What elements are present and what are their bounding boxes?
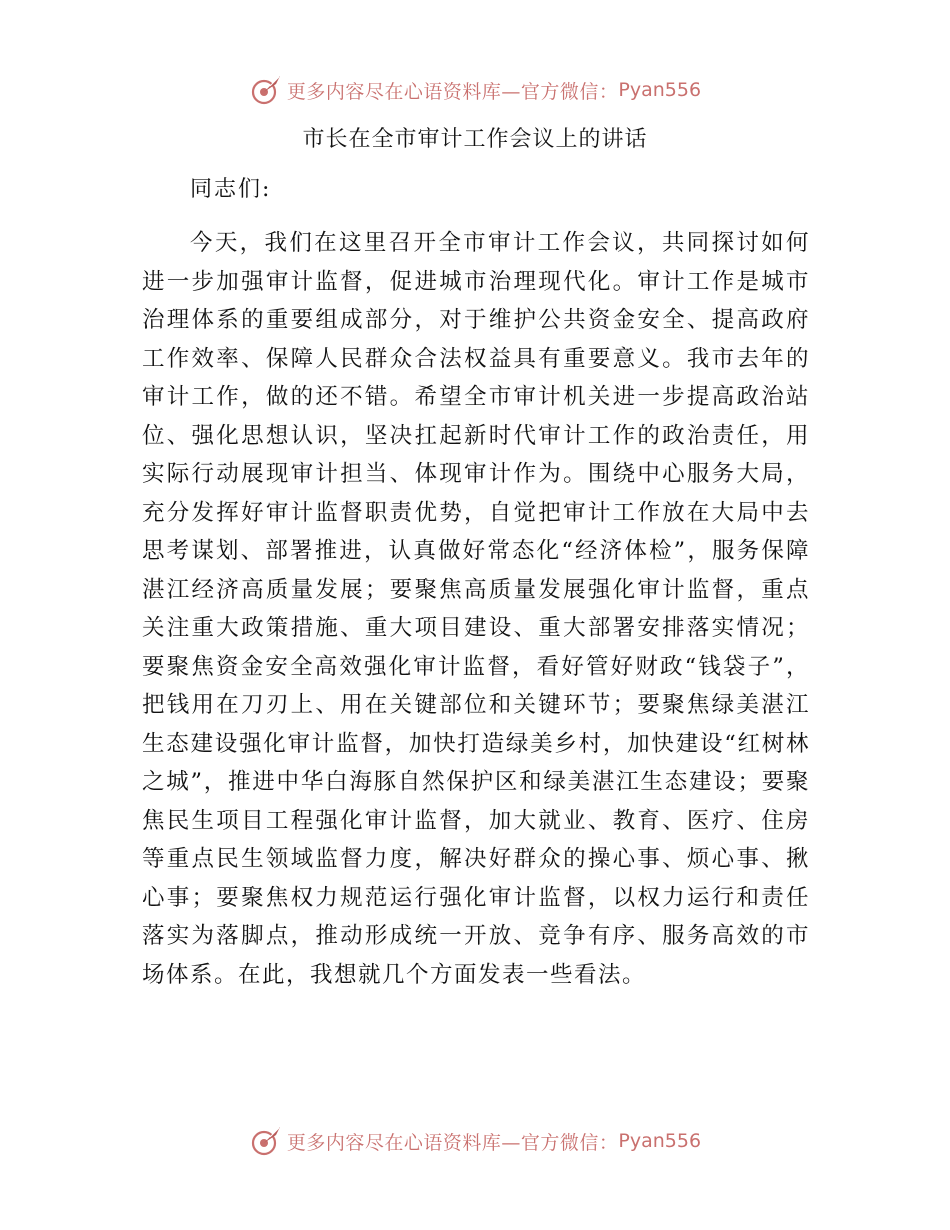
- header-watermark: [0, 70, 950, 110]
- document-title: 市长在全市审计工作会议上的讲话: [302, 127, 648, 152]
- quill-logo-icon: [249, 1124, 283, 1158]
- watermark-wechat-id: Pyan556: [618, 79, 702, 101]
- quill-logo-icon: [249, 73, 283, 107]
- watermark-wechat-id: Pyan556: [618, 1130, 702, 1152]
- body-paragraph: 今天，我们在这里召开全市审计工作会议，共同探讨如何进一步加强审计监督，促进城市治理现代化。审计工作是城市治理体系的重要组成部分，对于维护公共资金安全、提高政府工作效率、保障人民群众合法权益具有重要意义。我市去年的审计工作，做的还不错。希望全市审计机关进一步提高政治站位、强化思想认识，坚决扛起新时代审计工作的政治责任，用实际行动展现审计担当、体现审计作为。围绕中心服务大局，充分发挥好审计监督职责优势，自觉把审计工作放在大局中去思考谋划、部署推进，认真做好常态化“经济体检”，服务保障湛江经济高质量发展；要聚焦高质量发展强化审计监督，重点关注重大政策措施、重大项目建设、重大部署安排落实情况；要聚焦资金安全高效强化审计监督，看好管好财政“钱袋子”，把钱用在刀刃上、用在关键部位和关键环节；要聚焦绿美湛江生态建设强化审计监督，加快打造绿美乡村，加快建设“红树林之城”，推进中华白海豚自然保护区和绿美湛江生态建设；要聚焦民生项目工程强化审计监督，加大就业、教育、医疗、住房等重点民生领域监督力度，解决好群众的操心事、烦心事、揪心事；要聚焦权力规范运行强化审计监督，以权力运行和责任落实为落脚点，推动形成统一开放、竞争有序、服务高效的市场体系。在此，我想就几个方面发表一些看法。: [142, 230, 810, 988]
- salutation: 同志们:: [190, 177, 272, 202]
- footer-watermark: [0, 1121, 950, 1161]
- watermark-text: 更多内容尽在心语资料库—官方微信：: [286, 80, 619, 103]
- watermark-text: 更多内容尽在心语资料库—官方微信：: [286, 1131, 619, 1154]
